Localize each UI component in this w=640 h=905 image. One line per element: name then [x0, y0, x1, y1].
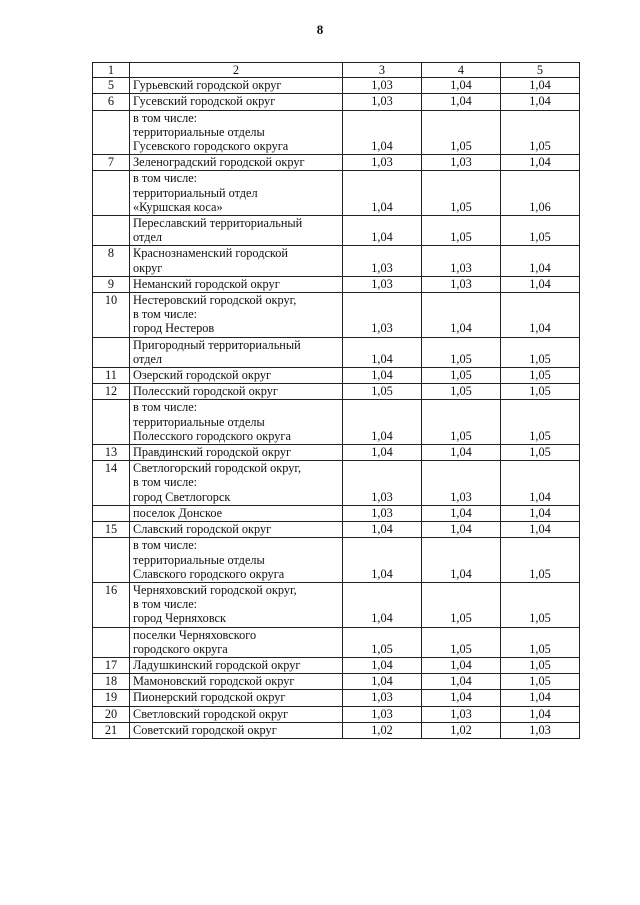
territory-name-cell-text: Славский городской округ: [133, 522, 272, 537]
coefficient-col3-cell: [343, 674, 422, 690]
territory-name-cell-text: Гурьевский городской округ: [133, 78, 282, 93]
territory-name-cell-text: Мамоновский городской округ: [133, 674, 295, 689]
coefficient-col4-cell-text: 1,05: [450, 351, 472, 366]
coefficient-col4-cell: [422, 706, 501, 722]
table-row: [93, 722, 580, 738]
coefficient-col5-cell-text: 1,05: [529, 384, 551, 399]
coefficient-col4-cell-text: 1,05: [450, 611, 472, 626]
territory-name-cell-text: Нестеровский городской округ, в том числе: город Нестеров: [133, 293, 297, 336]
coefficient-col4-cell-text: 1,03: [450, 276, 472, 291]
table-row: [93, 78, 580, 94]
territory-name-cell-text: Черняховский городской округ, в том числе: город Черняховск: [133, 582, 297, 626]
coefficient-col4-cell: [422, 368, 501, 384]
coefficient-col4-cell: [422, 657, 501, 673]
row-number-cell-text: 15: [104, 522, 118, 537]
coefficient-col3-cell-text: 1,02: [371, 722, 393, 737]
table-row: [93, 690, 580, 706]
row-number-cell-text: 19: [104, 690, 118, 705]
row-number-cell-text: 13: [104, 445, 118, 460]
coefficient-col3-cell-text: 1,04: [371, 566, 393, 581]
coefficient-col4-cell-text: 1,04: [450, 78, 472, 93]
territory-name-cell: [130, 293, 343, 338]
territory-name-cell: [130, 368, 343, 384]
coefficient-col4-cell: [422, 582, 501, 627]
coefficient-col5-cell-text: 1,05: [529, 230, 551, 245]
coefficient-col5-cell: [501, 657, 580, 673]
coefficient-col3-cell-text: 1,03: [371, 489, 393, 504]
coefficient-col3-cell-text: 1,04: [371, 428, 393, 443]
coefficient-col3-cell: [343, 337, 422, 367]
coefficient-col3-cell: [343, 384, 422, 400]
coefficient-col4-cell-text: 1,03: [450, 706, 472, 721]
coefficient-col3-cell-text: 1,03: [371, 690, 393, 705]
territory-name-cell: [130, 522, 343, 538]
row-number-cell-text: 11: [105, 368, 117, 383]
table-row: [93, 674, 580, 690]
row-number-cell: [93, 538, 130, 583]
coefficient-col5-cell-text: 1,04: [529, 489, 551, 504]
table-row: [93, 337, 580, 367]
row-number-cell: [93, 461, 130, 506]
coefficient-col5-cell-text: 1,05: [529, 641, 551, 656]
territory-name-cell-text: Светловский городской округ: [133, 706, 289, 721]
coefficient-col5-cell: [501, 293, 580, 338]
coefficient-col3-cell-text: 1,04: [371, 230, 393, 245]
coefficient-col4-cell-text: 1,04: [450, 690, 472, 705]
coefficient-col5-cell-text: 1,04: [529, 155, 551, 170]
row-number-cell: [93, 78, 130, 94]
coefficient-col5-cell: [501, 627, 580, 657]
table-row: [93, 368, 580, 384]
column-header: 2: [130, 63, 343, 78]
row-number-cell: [93, 246, 130, 276]
coefficient-col3-cell-text: 1,04: [371, 368, 393, 383]
coefficient-col3-cell-text: 1,04: [371, 522, 393, 537]
coefficient-col4-cell: [422, 78, 501, 94]
table-row: [93, 171, 580, 216]
coefficient-col3-cell-text: 1,03: [371, 321, 393, 336]
territory-name-cell: [130, 657, 343, 673]
column-header: 1: [93, 63, 130, 78]
row-number-cell-text: 18: [104, 674, 118, 689]
coefficient-col5-cell: [501, 368, 580, 384]
coefficient-col5-cell: [501, 94, 580, 110]
coefficient-col5-cell: [501, 706, 580, 722]
table-row: [93, 94, 580, 110]
coefficient-col4-cell-text: 1,05: [450, 641, 472, 656]
coefficient-col5-cell: [501, 722, 580, 738]
coefficient-col3-cell-text: 1,03: [371, 94, 393, 109]
coefficient-col3-cell: [343, 293, 422, 338]
coefficient-col5-cell-text: 1,04: [529, 321, 551, 336]
row-number-cell: [93, 445, 130, 461]
coefficient-col5-cell-text: 1,03: [529, 722, 551, 737]
territory-name-cell: [130, 78, 343, 94]
territory-name-cell: [130, 155, 343, 171]
coefficient-col3-cell: [343, 276, 422, 292]
coefficient-col3-cell: [343, 582, 422, 627]
coefficient-col4-cell: [422, 384, 501, 400]
territory-name-cell-text: в том числе: территориальные отделы Гусевского городского округа: [133, 110, 289, 154]
coefficient-col3-cell-text: 1,04: [371, 674, 393, 689]
table-row: [93, 627, 580, 657]
coefficient-col3-cell-text: 1,03: [371, 276, 393, 291]
coefficient-col4-cell-text: 1,04: [450, 505, 472, 520]
territory-name-cell-text: Полесский городской округ: [133, 384, 278, 399]
coefficient-col4-cell: [422, 461, 501, 506]
column-header: 4: [422, 63, 501, 78]
coefficient-col3-cell: [343, 522, 422, 538]
coefficient-col3-cell-text: 1,03: [371, 260, 393, 275]
coefficient-col5-cell-text: 1,06: [529, 199, 551, 214]
table-row: [93, 400, 580, 445]
coefficient-col5-cell: [501, 216, 580, 246]
territory-name-cell: [130, 505, 343, 521]
territory-name-cell-text: Краснознаменский городской округ: [133, 246, 289, 275]
column-header: 5: [501, 63, 580, 78]
table-row: [93, 505, 580, 521]
coefficient-col5-cell-text: 1,04: [529, 276, 551, 291]
territory-name-cell-text: Пионерский городской округ: [133, 690, 286, 705]
territory-name-cell-text: поселки Черняховского городского округа: [133, 627, 257, 656]
territory-name-cell-text: поселок Донское: [133, 505, 223, 520]
coefficient-col3-cell-text: 1,04: [371, 445, 393, 460]
territory-name-cell-text: в том числе: территориальные отделы Славского городского округа: [133, 538, 285, 581]
coefficient-col4-cell-text: 1,02: [450, 722, 472, 737]
coefficient-col5-cell: [501, 445, 580, 461]
coefficient-col5-cell: [501, 674, 580, 690]
territory-name-cell: [130, 384, 343, 400]
coefficient-col5-cell-text: 1,04: [529, 94, 551, 109]
row-number-cell-text: 20: [104, 706, 118, 721]
coefficient-col5-cell: [501, 384, 580, 400]
coefficient-col4-cell-text: 1,04: [450, 94, 472, 109]
territory-name-cell-text: Правдинский городской округ: [133, 445, 292, 460]
table-row: [93, 445, 580, 461]
coefficient-col3-cell-text: 1,04: [371, 611, 393, 626]
coefficient-col3-cell: [343, 690, 422, 706]
territory-name-cell: [130, 674, 343, 690]
row-number-cell-text: 9: [107, 276, 115, 291]
coefficient-col4-cell-text: 1,05: [450, 139, 472, 154]
coefficient-col4-cell-text: 1,04: [450, 657, 472, 672]
row-number-cell-text: 17: [104, 657, 118, 672]
row-number-cell: [93, 293, 130, 338]
coefficient-col4-cell-text: 1,03: [450, 260, 472, 275]
territory-name-cell-text: Пригородный территориальный отдел: [133, 337, 301, 366]
coefficient-col5-cell-text: 1,05: [529, 445, 551, 460]
coefficient-col4-cell: [422, 94, 501, 110]
row-number-cell: [93, 276, 130, 292]
coefficient-col3-cell: [343, 216, 422, 246]
coefficient-col5-cell: [501, 461, 580, 506]
table-row: [93, 246, 580, 276]
coefficient-col4-cell-text: 1,04: [450, 321, 472, 336]
coefficient-col4-cell: [422, 690, 501, 706]
table-row: [93, 706, 580, 722]
coefficient-col4-cell: [422, 722, 501, 738]
row-number-cell-text: 10: [104, 293, 118, 308]
territory-name-cell: [130, 110, 343, 155]
coefficient-col4-cell-text: 1,04: [450, 445, 472, 460]
coefficient-col4-cell-text: 1,03: [450, 155, 472, 170]
coefficient-col4-cell-text: 1,04: [450, 674, 472, 689]
coefficient-col4-cell: [422, 246, 501, 276]
coefficient-col3-cell-text: 1,03: [371, 78, 393, 93]
territory-name-cell: [130, 627, 343, 657]
coefficient-col3-cell: [343, 171, 422, 216]
coefficient-col5-cell-text: 1,04: [529, 706, 551, 721]
coefficient-col4-cell-text: 1,05: [450, 230, 472, 245]
coefficient-col4-cell-text: 1,03: [450, 489, 472, 504]
coefficient-col5-cell: [501, 171, 580, 216]
territory-name-cell-text: Ладушкинский городской округ: [133, 657, 301, 672]
coefficient-col4-cell: [422, 522, 501, 538]
coefficient-col3-cell: [343, 368, 422, 384]
row-number-cell-text: 16: [104, 582, 118, 597]
coefficient-col3-cell-text: 1,03: [371, 505, 393, 520]
page-number: 8: [316, 22, 324, 37]
coefficient-col4-cell-text: 1,04: [450, 522, 472, 537]
row-number-cell: [93, 400, 130, 445]
coefficient-col4-cell: [422, 110, 501, 155]
coefficient-col3-cell: [343, 657, 422, 673]
territory-name-cell-text: Зеленоградский городской округ: [133, 155, 305, 170]
coefficient-col3-cell: [343, 461, 422, 506]
territory-name-cell: [130, 400, 343, 445]
coefficient-col3-cell: [343, 246, 422, 276]
coefficient-col5-cell: [501, 276, 580, 292]
row-number-cell: [93, 110, 130, 155]
row-number-cell: [93, 94, 130, 110]
coefficient-col3-cell: [343, 110, 422, 155]
table-row: [93, 216, 580, 246]
row-number-cell: [93, 216, 130, 246]
territory-name-cell: [130, 582, 343, 627]
territory-name-cell: [130, 722, 343, 738]
coefficient-col4-cell: [422, 155, 501, 171]
coefficient-col5-cell-text: 1,05: [529, 566, 551, 581]
territory-name-cell-text: Переславский территориальный отдел: [133, 216, 303, 245]
territory-name-cell-text: Неманский городской округ: [133, 276, 280, 291]
coefficient-col4-cell: [422, 505, 501, 521]
coefficient-col5-cell: [501, 522, 580, 538]
row-number-cell: [93, 627, 130, 657]
territory-name-cell: [130, 538, 343, 583]
coefficient-col4-cell: [422, 276, 501, 292]
row-number-cell-text: 8: [107, 246, 115, 261]
coefficient-col4-cell-text: 1,05: [450, 384, 472, 399]
row-number-cell-text: 14: [104, 461, 118, 476]
coefficient-col5-cell: [501, 155, 580, 171]
table-row: [93, 657, 580, 673]
coefficient-col3-cell: [343, 155, 422, 171]
coefficient-col4-cell: [422, 293, 501, 338]
row-number-cell-text: 21: [104, 722, 118, 737]
territory-name-cell: [130, 246, 343, 276]
row-number-cell: [93, 706, 130, 722]
coefficient-col3-cell-text: 1,03: [371, 155, 393, 170]
coefficient-col5-cell: [501, 538, 580, 583]
coefficient-col3-cell-text: 1,05: [371, 641, 393, 656]
coefficient-col4-cell: [422, 337, 501, 367]
territory-name-cell: [130, 706, 343, 722]
coefficient-col5-cell: [501, 246, 580, 276]
coefficient-col4-cell: [422, 674, 501, 690]
coefficient-col4-cell-text: 1,05: [450, 199, 472, 214]
coefficient-col4-cell-text: 1,04: [450, 566, 472, 581]
coefficient-col5-cell-text: 1,05: [529, 611, 551, 626]
coefficient-col4-cell: [422, 445, 501, 461]
coefficient-col5-cell-text: 1,04: [529, 522, 551, 537]
territory-name-cell: [130, 216, 343, 246]
coefficient-col4-cell: [422, 171, 501, 216]
table-body: [93, 63, 580, 739]
row-number-cell: [93, 171, 130, 216]
row-number-cell: [93, 522, 130, 538]
coefficient-col5-cell: [501, 400, 580, 445]
coefficient-col5-cell-text: 1,05: [529, 428, 551, 443]
territory-name-cell: [130, 461, 343, 506]
territory-name-cell-text: Советский городской округ: [133, 722, 277, 737]
coefficient-col3-cell: [343, 706, 422, 722]
row-number-cell-text: 5: [107, 78, 115, 93]
coefficient-col3-cell-text: 1,05: [371, 384, 393, 399]
coefficient-col5-cell-text: 1,04: [529, 505, 551, 520]
row-number-cell: [93, 674, 130, 690]
coefficient-col4-cell: [422, 538, 501, 583]
coefficient-table: [92, 62, 580, 739]
coefficient-col5-cell-text: 1,04: [529, 690, 551, 705]
coefficient-col3-cell: [343, 538, 422, 583]
table-row: [93, 522, 580, 538]
territory-name-cell-text: Светлогорский городской округ, в том числе: город Светлогорск: [133, 461, 302, 504]
table-row: [93, 155, 580, 171]
row-number-cell: [93, 384, 130, 400]
coefficient-col5-cell-text: 1,05: [529, 139, 551, 154]
coefficient-col4-cell: [422, 400, 501, 445]
territory-name-cell-text: в том числе: территориальные отделы Полесского городского округа: [133, 400, 291, 443]
table-row: [93, 110, 580, 155]
territory-name-cell-text: Озерский городской округ: [133, 368, 272, 383]
territory-name-cell: [130, 337, 343, 367]
row-number-cell: [93, 155, 130, 171]
coefficient-col5-cell-text: 1,05: [529, 368, 551, 383]
territory-name-cell: [130, 276, 343, 292]
row-number-cell: [93, 657, 130, 673]
table-row: [93, 384, 580, 400]
coefficient-col5-cell: [501, 505, 580, 521]
territory-name-cell: [130, 445, 343, 461]
territory-name-cell-text: Гусевский городской округ: [133, 94, 276, 109]
coefficient-col3-cell-text: 1,04: [371, 139, 393, 154]
table-row: [93, 293, 580, 338]
row-number-cell-text: 7: [107, 155, 115, 170]
coefficient-col3-cell: [343, 78, 422, 94]
coefficient-col5-cell: [501, 110, 580, 155]
row-number-cell: [93, 337, 130, 367]
territory-name-cell: [130, 690, 343, 706]
coefficient-col3-cell: [343, 722, 422, 738]
coefficient-col4-cell: [422, 627, 501, 657]
coefficient-col5-cell-text: 1,05: [529, 674, 551, 689]
table-row: [93, 538, 580, 583]
coefficient-col4-cell-text: 1,05: [450, 368, 472, 383]
table-row: [93, 276, 580, 292]
column-header: 3: [343, 63, 422, 78]
coefficient-col5-cell: [501, 690, 580, 706]
coefficient-col3-cell: [343, 505, 422, 521]
territory-name-cell: [130, 94, 343, 110]
coefficient-col4-cell: [422, 216, 501, 246]
table-row: [93, 582, 580, 627]
table-header-row: [93, 63, 580, 78]
coefficient-col4-cell-text: 1,05: [450, 428, 472, 443]
coefficient-col5-cell-text: 1,04: [529, 78, 551, 93]
coefficient-col3-cell: [343, 627, 422, 657]
row-number-cell: [93, 582, 130, 627]
row-number-cell-text: 12: [104, 384, 118, 399]
coefficient-col3-cell: [343, 445, 422, 461]
coefficient-col3-cell: [343, 94, 422, 110]
coefficient-col3-cell-text: 1,04: [371, 351, 393, 366]
coefficient-col3-cell-text: 1,04: [371, 199, 393, 214]
coefficient-col5-cell: [501, 78, 580, 94]
row-number-cell: [93, 505, 130, 521]
coefficient-col3-cell-text: 1,04: [371, 657, 393, 672]
row-number-cell: [93, 722, 130, 738]
territory-name-cell: [130, 171, 343, 216]
row-number-cell: [93, 368, 130, 384]
coefficient-col5-cell-text: 1,04: [529, 260, 551, 275]
coefficient-col5-cell: [501, 337, 580, 367]
territory-name-cell-text: в том числе: территориальный отдел «Куршская коса»: [133, 171, 258, 214]
coefficient-col5-cell: [501, 582, 580, 627]
row-number-cell: [93, 690, 130, 706]
coefficient-col3-cell-text: 1,03: [371, 706, 393, 721]
coefficient-col5-cell-text: 1,05: [529, 351, 551, 366]
row-number-cell-text: 6: [107, 94, 115, 109]
coefficient-col5-cell-text: 1,05: [529, 657, 551, 672]
coefficient-col3-cell: [343, 400, 422, 445]
table-row: [93, 461, 580, 506]
